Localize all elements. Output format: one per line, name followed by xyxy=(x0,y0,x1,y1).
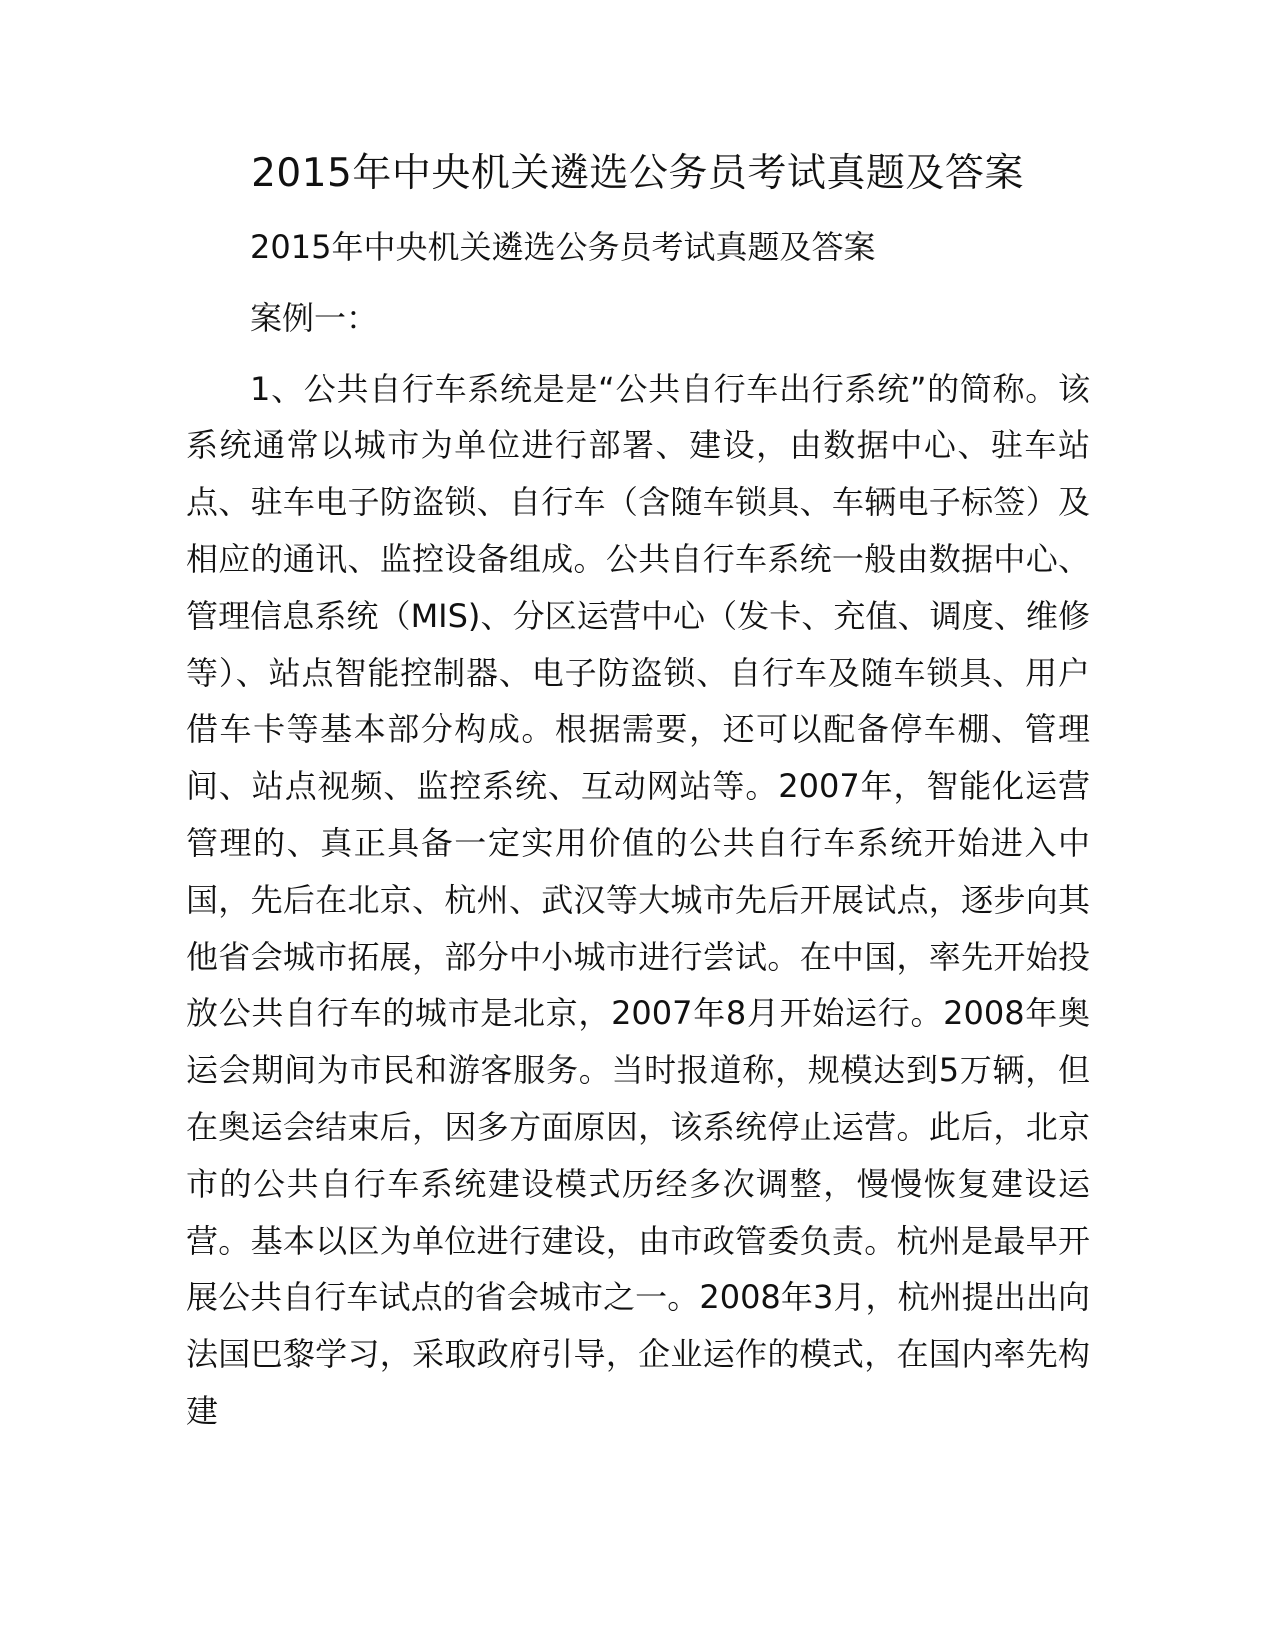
subtitle-paragraph: 2015年中央机关遴选公务员考试真题及答案 xyxy=(250,228,876,266)
document-body xyxy=(186,219,1090,1440)
body-paragraph: 1、公共自行车系统是是“公共自行车出行系统”的简称。该系统通常以城市为单位进行部署、建设，由数据中心、驻车站点、驻车电子防盗锁、自行车（含随车锁具、车辆电子标签）及相应的通讯、监控设备组成。公共自行车系统一般由数据中心、管理信息系统（MIS)、分区运营中心（发卡、充值、调度、维修等）、站点智能控制器、电子防盗锁、自行车及随车锁具、用户借车卡等基本部分构成。根据需要，还可以配备停车棚、管理间、站点视频、监控系统、互动网站等。2007年，智能化运营管理的、真正具备一定实用价值的公共自行车系统开始进入中国，先后在北京、杭州、武汉等大城市先后开展试点，逐步向其他省会城市拓展，部分中小城市进行尝试。在中国，率先开始投放公共自行车的城市是北京，2007年8月开始运行。2008年奥运会期间为市民和游客服务。当时报道称，规模达到5万辆，但在奥运会结束后，因多方面原因，该系统停止运营。此后，北京市的公共自行车系统建设模式历经多次调整，慢慢恢复建设运营。基本以区为单位进行建设，由市政管委负责。杭州是最早开展公共自行车试点的省会城市之一。2008年3月，杭州提出出向法国巴黎学习，采取政府引导，企业运作的模式，在国内率先构建 xyxy=(186,369,1090,1430)
document-title: 2015年中央机关遴选公务员考试真题及答案 xyxy=(251,151,1024,196)
case-heading: 案例一： xyxy=(250,298,379,337)
